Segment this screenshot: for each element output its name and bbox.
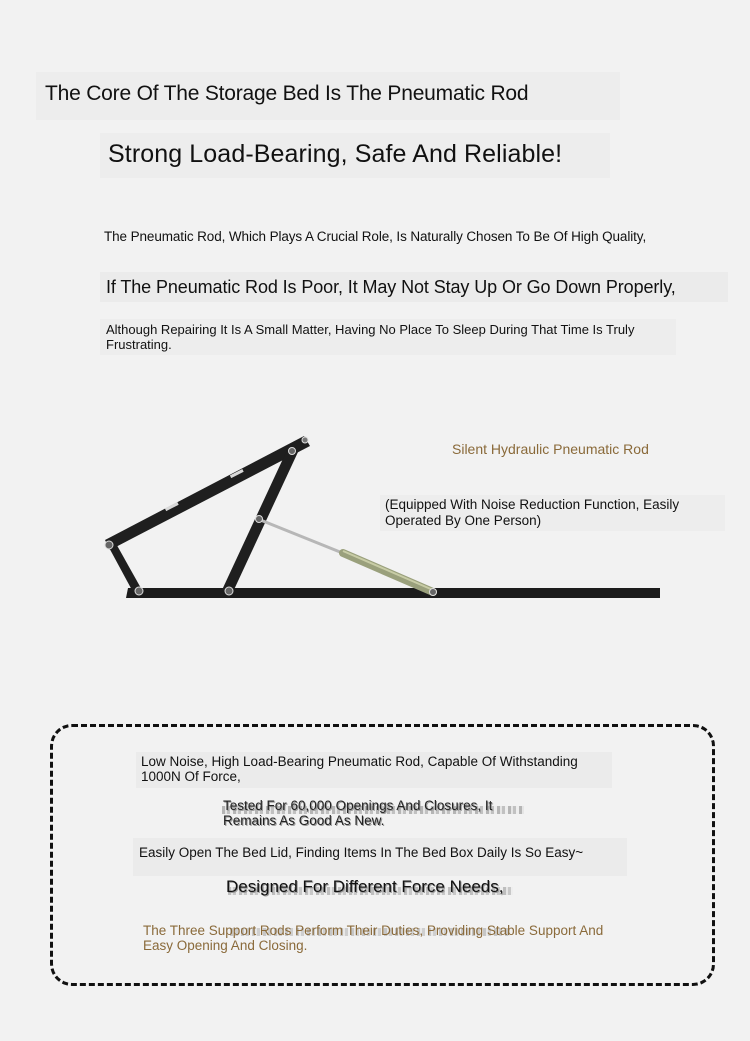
diagram-label-note: (Equipped With Noise Reduction Function, Easily Operated By One Person)	[380, 495, 725, 531]
feature-line-3: Easily Open The Bed Lid, Finding Items In The Bed Box Daily Is So Easy~	[133, 838, 627, 876]
page-subtitle: Strong Load-Bearing, Safe And Reliable!	[100, 133, 610, 178]
diagram-label-title: Silent Hydraulic Pneumatic Rod	[452, 441, 649, 457]
intro-line-2: If The Pneumatic Rod Is Poor, It May Not Stay Up Or Go Down Properly,	[100, 272, 728, 302]
piston-rod	[258, 519, 345, 554]
base-rail	[126, 588, 660, 598]
gas-cylinder	[343, 553, 433, 592]
feature-line-4: Designed For Different Force Needs,	[226, 877, 504, 896]
intro-line-3: Although Repairing It Is A Small Matter, Having No Place To Sleep During That Time Is Truly Frustrating.	[100, 319, 676, 355]
feature-line-2: Tested For 60,000 Openings And Closures, It Remains As Good As New.	[223, 798, 493, 828]
feature-line-5: The Three Support Rods Perform Their Duties, Providing Stable Support And Easy Opening And Closing.	[143, 923, 604, 953]
feature-line-1: Low Noise, High Load-Bearing Pneumatic Rod, Capable Of Withstanding 1000N Of Force,	[136, 752, 612, 788]
intro-line-1: The Pneumatic Rod, Which Plays A Crucial Role, Is Naturally Chosen To Be Of High Quality,	[104, 229, 647, 244]
page-title: The Core Of The Storage Bed Is The Pneumatic Rod	[36, 72, 620, 120]
top-arm	[105, 436, 310, 550]
